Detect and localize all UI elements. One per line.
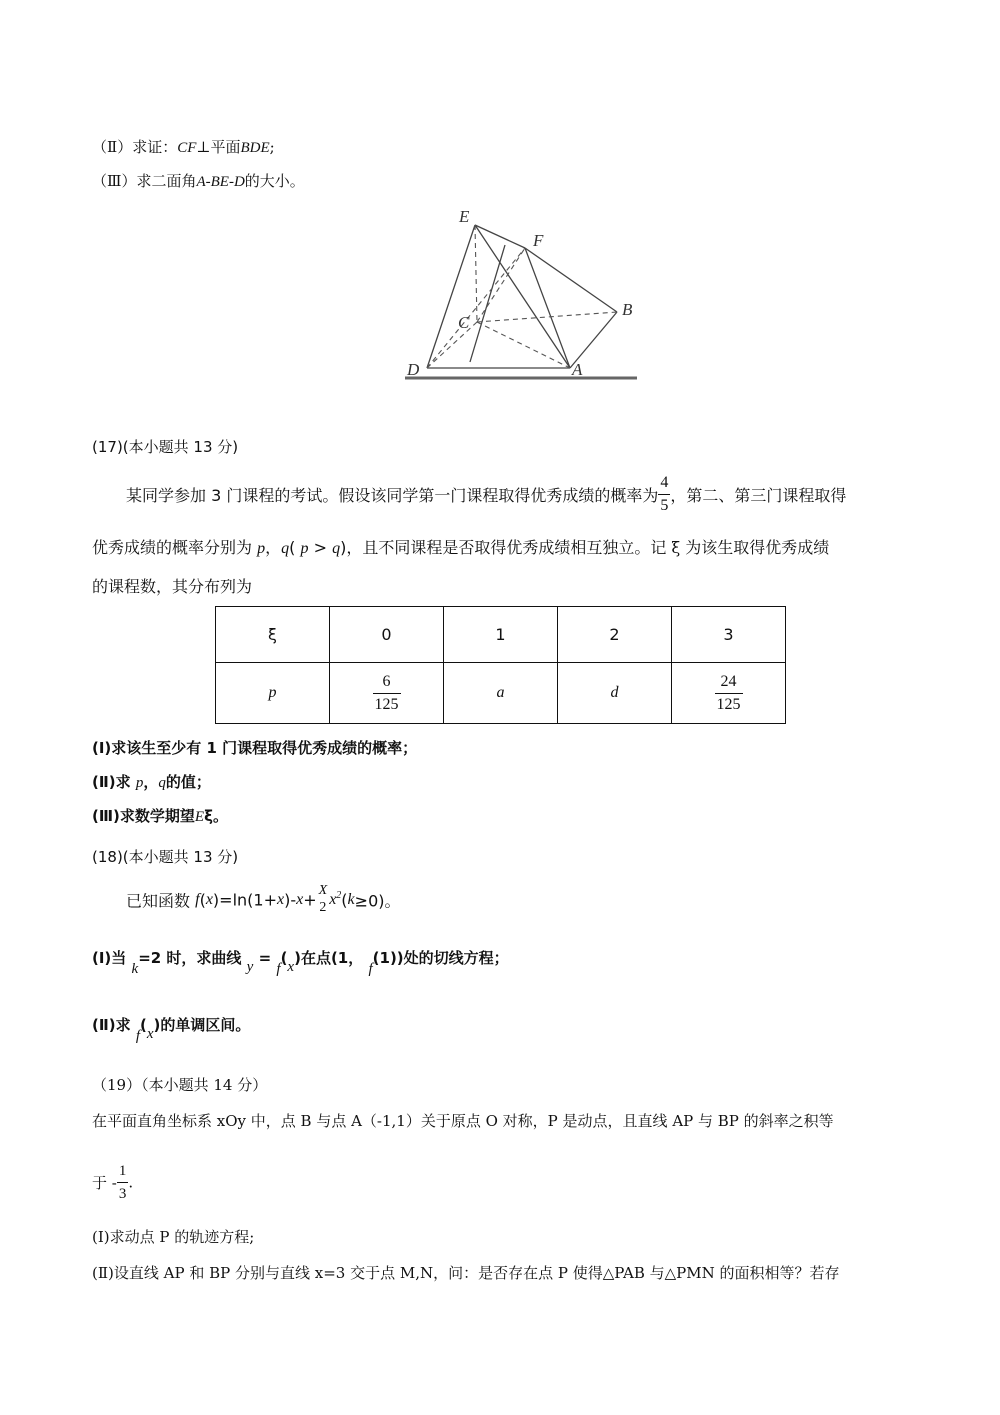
q18-cond: ≥0)。	[354, 891, 401, 911]
q2-expr: CF	[177, 140, 197, 156]
sep: ，	[143, 773, 159, 791]
var-x-squared: x	[329, 891, 337, 908]
table-row	[216, 607, 786, 663]
edge-FA	[525, 248, 570, 368]
table-cell	[330, 663, 444, 724]
sub3-b: ξ。	[204, 807, 228, 825]
q19-line2-a: 于 -	[92, 1174, 117, 1192]
point-A: A	[572, 360, 583, 379]
q19-sub1: (Ⅰ)求动点 P 的轨迹方程;	[92, 1228, 255, 1246]
var-k: k	[347, 891, 355, 908]
q2-end: ;	[269, 138, 275, 156]
sub1-a: (Ⅰ)当	[92, 949, 127, 967]
table-cell: d	[558, 663, 672, 724]
q18-function-line	[126, 883, 401, 917]
plus: +	[303, 890, 317, 910]
question-2-line	[92, 136, 275, 157]
var-x: x	[296, 891, 304, 908]
edge-DF	[427, 248, 525, 368]
q17-fraction	[658, 472, 670, 517]
var-q: q	[281, 540, 290, 557]
q17-header: (17)(本小题共 13 分)	[92, 438, 239, 456]
var-p-2: p	[300, 540, 309, 557]
sub3-a: (Ⅲ)求数学期望	[92, 807, 195, 825]
frac-denominator: 5	[660, 497, 669, 514]
sub2-a: (Ⅱ)求	[92, 773, 131, 791]
table-header-cell: 0	[330, 607, 444, 663]
q19-fraction	[117, 1160, 129, 1205]
sub2-a: (Ⅱ)求	[92, 1016, 131, 1034]
var-p-3: p	[135, 775, 144, 791]
point-D: D	[407, 360, 420, 379]
q19-sub2: (Ⅱ)设直线 AP 和 BP 分别与直线 x=3 交于点 M,N，问：是否存在点 P 使得△PAB 与△PMN 的面积相等？若存	[92, 1264, 840, 1282]
q18-mid1: )=ln(1+	[212, 890, 277, 910]
geometry-figure	[395, 200, 645, 390]
edge-EC	[475, 225, 477, 322]
table-header-cell: 2	[558, 607, 672, 663]
var-y: y	[246, 959, 254, 975]
frac-numerator: 4	[658, 472, 670, 495]
var-E: E	[194, 809, 205, 825]
q19-line2-b: .	[128, 1173, 134, 1192]
table-cell: a	[444, 663, 558, 724]
q18-mid2: )-	[284, 890, 297, 910]
q3-label: （Ⅲ）求二面角	[92, 172, 197, 190]
edge-CA	[477, 322, 570, 368]
paren-open-2: (	[341, 890, 348, 910]
q18-sub1: (Ⅰ)当 k=2 时，求曲线 y = f(x)在点(1， f(1))处的切线方程；	[92, 949, 509, 977]
q18-header: (18)(本小题共 13 分)	[92, 848, 239, 866]
var-q-3: q	[158, 775, 166, 791]
var-x: x	[205, 891, 213, 908]
frac-denominator: 3	[118, 1186, 127, 1202]
q17-sub2	[92, 771, 211, 792]
comma: ，	[265, 538, 282, 557]
point-B: B	[622, 300, 633, 319]
q2-plane: BDE	[240, 140, 270, 156]
frac-numerator: 1	[117, 1160, 129, 1183]
exponent: 2	[336, 890, 342, 902]
q17-line2-a: 优秀成绩的概率分别为	[92, 538, 253, 557]
q18-sub2: (Ⅱ)求 f(x)的单调区间。	[92, 1016, 251, 1044]
table-header-cell: 1	[444, 607, 558, 663]
question-3-line	[92, 170, 305, 191]
var-f: f	[195, 891, 200, 908]
table-header-cell: 3	[672, 607, 786, 663]
var-f: f	[276, 961, 281, 977]
paren-open: (	[289, 538, 296, 557]
var-x: x	[146, 1026, 154, 1042]
q2-label: （Ⅱ）求证：	[92, 138, 178, 156]
q19-line2	[92, 1160, 133, 1205]
sub2-b: 的值；	[165, 773, 211, 791]
var-x: x	[276, 891, 285, 908]
q17-line2	[92, 535, 829, 558]
q19-line1: 在平面直角坐标系 xOy 中，点 B 与点 A（-1,1）关于原点 O 对称，P 是动点，且直线 AP 与 BP 的斜率之积等	[92, 1112, 834, 1130]
edge-ED	[427, 225, 475, 368]
var-f: f	[135, 1028, 140, 1044]
q17-sub3	[92, 805, 228, 826]
point-E: E	[459, 207, 470, 226]
frac-denominator: 125	[374, 695, 399, 713]
table-row	[216, 663, 786, 724]
q17-line2-b: ，且不同课程是否取得优秀成绩相互独立。记 ξ 为该生取得优秀成绩	[346, 538, 830, 557]
sub1-c: )在点(1，	[294, 949, 364, 967]
point-F: F	[533, 231, 544, 250]
distribution-table	[215, 606, 786, 724]
frac-denominator: 125	[716, 695, 741, 713]
var-f-2: f	[368, 961, 373, 977]
q18-intro: 已知函数	[126, 891, 191, 911]
frac-numerator: 24	[715, 671, 743, 694]
edge-FB	[525, 248, 617, 312]
equals: =	[258, 949, 272, 967]
frac-denominator: 2	[319, 900, 327, 915]
q17-line1-text: 某同学参加 3 门课程的考试。假设该同学第一门课程取得优秀成绩的概率为	[126, 486, 659, 505]
frac-numerator: X	[318, 883, 328, 898]
gt-symbol: >	[313, 538, 327, 557]
sub2-b: )的单调区间。	[153, 1016, 251, 1034]
table-row-label: p	[216, 663, 330, 724]
var-q-2: q	[332, 540, 341, 557]
q3-expr: A-BE-D	[196, 174, 245, 190]
paren-open: (	[199, 890, 206, 910]
frac-numerator: 6	[373, 671, 401, 694]
sub1-d: (1))处的切线方程；	[372, 949, 509, 967]
q18-fraction	[317, 883, 330, 917]
var-x: x	[287, 959, 295, 975]
table-header-cell: ξ	[216, 607, 330, 663]
table-cell	[672, 663, 786, 724]
q17-line3: 的课程数，其分布列为	[92, 577, 253, 596]
sub1-b: =2 时，求曲线	[138, 949, 242, 967]
q17-line1-tail: ，第二、第三门课程取得	[670, 486, 847, 505]
var-k: k	[131, 961, 139, 977]
point-C: C	[458, 313, 470, 332]
q17-sub1: (Ⅰ)求该生至少有 1 门课程取得优秀成绩的概率；	[92, 739, 418, 757]
var-p: p	[257, 540, 266, 557]
q17-line1	[126, 472, 846, 517]
paren-close: )	[340, 538, 347, 557]
q2-perp: ⊥平面	[196, 138, 241, 156]
edge-CB	[477, 312, 617, 322]
q19-header: （19）（本小题共 14 分）	[92, 1076, 268, 1094]
q3-end: 的大小。	[244, 172, 305, 190]
